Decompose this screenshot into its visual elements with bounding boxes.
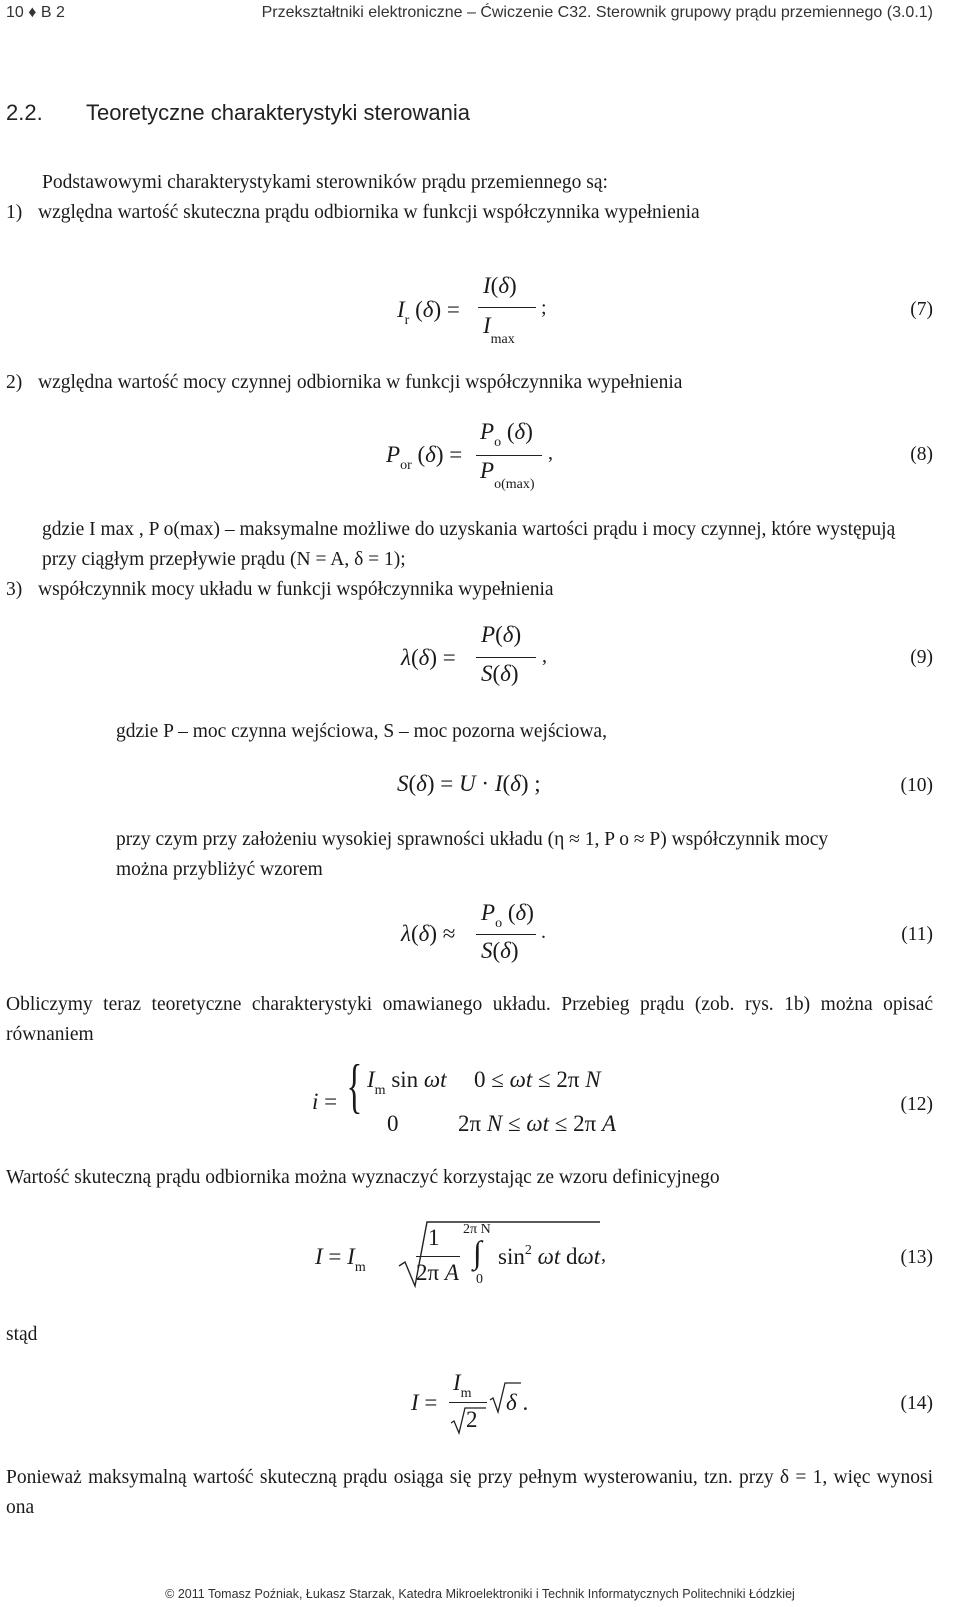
list-item-2 [6, 368, 933, 398]
equation-9-denominator: S(δ) [481, 661, 519, 686]
list-item-3 [6, 575, 933, 605]
running-header: Przekształtniki elektroniczne – Ćwiczenie C32. Sterownik grupowy prądu przemiennego (3.0.1) [261, 4, 933, 21]
equation-7-semicolon: ; [541, 297, 547, 319]
equation-8-comma: , [548, 442, 553, 464]
equation-number-10: (10) [900, 775, 933, 796]
equation-7-numerator: I(δ) [483, 273, 517, 298]
section-title: Teoretyczne charakterystyki sterowania [86, 100, 470, 125]
list-text: względna wartość mocy czynnej odbiornika w funkcji współczynnika wypełnienia [38, 372, 683, 393]
equation-14-lhs: I = [411, 1390, 438, 1415]
fraction-bar [449, 1402, 487, 1403]
copyright-footer: © 2011 Tomasz Poźniak, Łukasz Starzak, Katedra Mikroelektroniki i Technik Informatycznych Politechniki Łódzkiej [165, 1587, 795, 1601]
equation-13-denominator: 2π A [416, 1260, 459, 1285]
equation-8-denominator: $P_{o(max)}$ [480, 458, 535, 492]
page-number-header: 10 ♦ B 2 [6, 4, 65, 21]
equation-9-numerator: P(δ) [481, 622, 522, 647]
list-number: 3) [6, 579, 23, 600]
fraction-bar [476, 657, 536, 658]
paragraph-1: Obliczymy teraz teoretyczne charakterystyki omawianego układu. Przebieg prądu (zob. rys. 1b) można opisać równaniem [6, 994, 933, 1045]
intro-text: Podstawowymi charakterystykami sterowników prądu przemiennego są: [42, 172, 608, 193]
integral-sign: ∫ [473, 1234, 482, 1270]
list-item-1 [6, 198, 933, 228]
definition-text-1: gdzie I max , P o(max) – maksymalne możliwe do uzyskania wartości prądu i mocy czynnej, które występują przy ciągłym przepływie prądu (N = A, δ = 1); [42, 519, 896, 570]
equation-11-lhs: λ(δ) ≈ [401, 921, 456, 946]
section-heading [6, 100, 470, 126]
equation-number-14: (14) [900, 1393, 933, 1414]
integral-upper-limit: 2π N [463, 1222, 491, 1237]
equation-11-period: . [541, 921, 546, 943]
equation-12-lhs: i = [312, 1089, 338, 1114]
equation-11-numerator: $P_o$ (δ) [481, 900, 534, 931]
fraction-bar [416, 1256, 460, 1257]
equation-7-denominator: $I_{max}$ [483, 313, 515, 347]
definition-text-2: gdzie P – moc czynna wejściowa, S – moc pozorna wejściowa, [116, 721, 607, 742]
fraction-bar [478, 307, 536, 308]
equation-12-case-2: 0 [387, 1111, 399, 1136]
list-number: 2) [6, 372, 23, 393]
paragraph-3: Ponieważ maksymalną wartość skuteczną prądu osiąga się przy pełnym wysterowaniu, tzn. przy δ = 1, więc wynosi ona [6, 1467, 933, 1518]
equation-8-numerator: $P_o$ (δ) [480, 419, 533, 450]
equation-10: S(δ) = U · I(δ) ; [397, 771, 541, 796]
equation-number-13: (13) [900, 1247, 933, 1268]
equation-number-9: (9) [910, 647, 933, 668]
equation-12-cond-1: 0 ≤ ωt ≤ 2π N [474, 1067, 601, 1092]
equation-14-numerator: $I_m$ [453, 1370, 472, 1401]
brace-symbol: { [346, 1053, 363, 1119]
equation-12-case-1: $I_m$ sin ωt [367, 1067, 447, 1098]
list-text: współczynnik mocy układu w funkcji współczynnika wypełnienia [38, 579, 554, 600]
fraction-bar [476, 455, 542, 456]
list-number: 1) [6, 202, 23, 223]
equation-13-numerator: 1 [428, 1225, 440, 1250]
equation-number-7: (7) [910, 299, 933, 320]
equation-14-denominator: 2 [466, 1407, 478, 1432]
equation-13-comma: , [601, 1244, 606, 1266]
equation-number-11: (11) [901, 924, 933, 945]
fraction-bar [476, 934, 536, 935]
equation-9-lhs: λ(δ) = [401, 645, 456, 670]
equation-14-delta: δ . [506, 1390, 529, 1415]
equation-13-integrand: $\sin^2 \omega t$ dωt [498, 1243, 601, 1269]
equation-11-denominator: S(δ) [481, 938, 519, 963]
hence-text: stąd [6, 1324, 38, 1345]
equation-number-8: (8) [910, 444, 933, 465]
assumption-text: przy czym przy założeniu wysokiej sprawności układu (η ≈ 1, P o ≈ P) współczynnik mocy można przybliżyć wzorem [116, 829, 829, 880]
integral-lower-limit: 0 [476, 1272, 483, 1287]
equation-13-lhs: $I = I_m$ [315, 1244, 366, 1275]
equation-number-12: (12) [900, 1094, 933, 1115]
equation-9-comma: , [542, 645, 547, 667]
equation-7-lhs: $I_r$ (δ) = [397, 297, 460, 328]
list-text: względna wartość skuteczna prądu odbiornika w funkcji współczynnika wypełnienia [38, 202, 700, 223]
equation-8-lhs: $P_{or}$ (δ) = [386, 442, 463, 473]
equation-12-cond-2: 2π N ≤ ωt ≤ 2π A [458, 1111, 617, 1136]
section-number: 2.2. [6, 100, 43, 125]
paragraph-2: Wartość skuteczną prądu odbiornika można wyznaczyć korzystając ze wzoru definicyjnego [6, 1167, 720, 1188]
